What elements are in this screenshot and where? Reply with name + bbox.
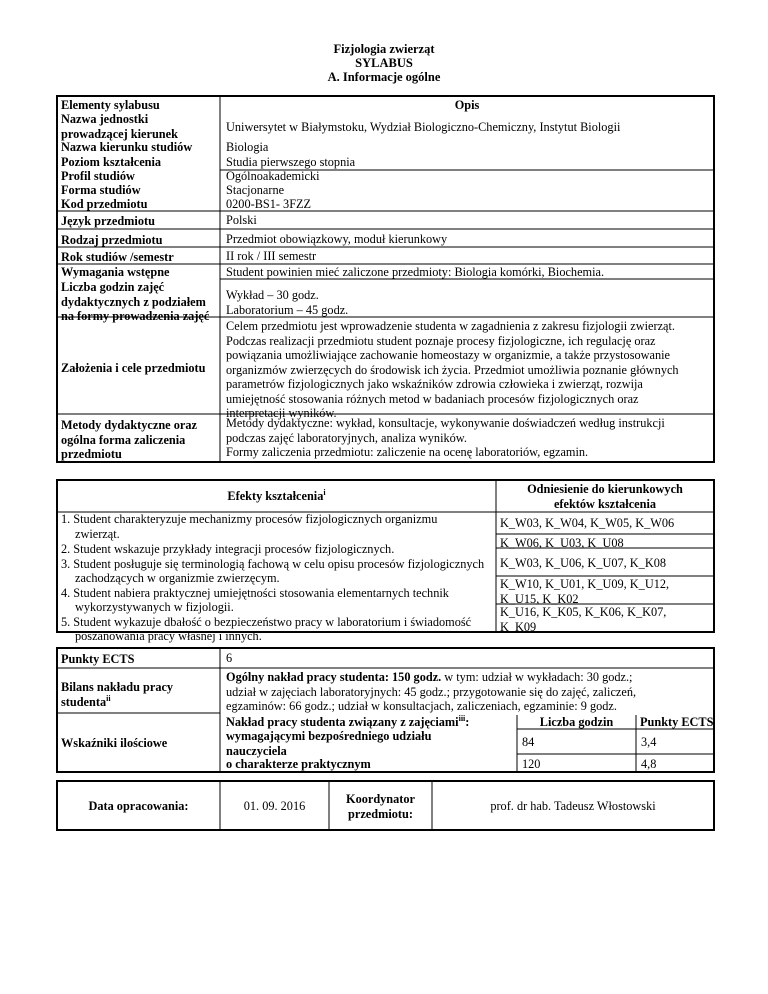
value-type: Przedmiot obowiązkowy, moduł kierunkowy <box>226 232 448 246</box>
label-code: Kod przedmiotu <box>61 197 148 211</box>
label-year: Rok studiów /semestr <box>61 250 174 264</box>
value-ects: 6 <box>226 651 233 665</box>
value-date: 01. 09. 2016 <box>243 799 306 813</box>
label-unit: Nazwa jednostki prowadzącej kierunek <box>61 112 178 141</box>
col-hours-header: Liczba godzin <box>539 715 614 729</box>
label-profile: Profil studiów <box>61 169 135 183</box>
value-workload: Ogólny nakład pracy studenta: 150 godz. w tym: udział w wykładach: 30 godz.; udział w zajęciach laboratoryjnych: 45 godz.; przygotowanie się do zajęć, zaliczeń, egzaminów: 66 godz.; udział w konsultacjach, zaliczeniach, egzaminie: 9 godz. <box>226 670 637 713</box>
value-form: Stacjonarne <box>226 183 285 197</box>
row-contact-label: wymagającymi bezpośredniego udziału nauczyciela <box>226 729 432 758</box>
reference-3: K_W03, K_U06, K_U07, K_K08 <box>500 556 666 570</box>
section-heading: A. Informacje ogólne <box>327 70 441 84</box>
document-title: Fizjologia zwierząt <box>333 42 435 56</box>
label-prerequisites: Wymagania wstępne <box>61 265 170 279</box>
row-practical-ects: 4,8 <box>641 757 657 771</box>
references-header: Odniesienie do kierunkowych efektów kształcenia <box>527 482 683 511</box>
label-indicators: Wskaźniki ilościowe <box>61 736 168 750</box>
col-header-description: Opis <box>454 98 480 112</box>
label-methods: Metody dydaktyczne oraz ogólna forma zaliczenia przedmiotu <box>61 418 197 461</box>
label-form: Forma studiów <box>61 183 141 197</box>
label-field: Nazwa kierunku studiów <box>61 140 193 154</box>
value-hours: Wykład – 30 godz. Laboratorium – 45 godz. <box>226 288 349 317</box>
value-objectives: Celem przedmiotu jest wprowadzenie studenta w zagadnienia z zakresu fizjologii zwierząt. Podczas realizacji przedmiotu student poznaje procesy fizjologiczne, ich regulację oraz powiązania umożliwiające zachowanie homeostazy w organizmie, a także przystosowanie organizmów zwierzęcych do środowisk ich życia. Przedmiot umożliwia poznanie głównych parametrów fizjologicznych jako wskaźników zdrowia człowieka i zwierząt, rozwija umiejętność stosowania różnych metod w badaniach procesów fizjologicznych oraz interpretacji wyników. <box>226 319 679 420</box>
value-field: Biologia <box>226 140 269 154</box>
value-coordinator: prof. dr hab. Tadeusz Włostowski <box>490 799 656 813</box>
list-item: 1. Student charakteryzuje mechanizmy procesów fizjologicznych organizmu zwierząt. <box>61 512 438 541</box>
label-level: Poziom kształcenia <box>61 155 162 169</box>
row-contact-hours: 84 <box>522 735 535 749</box>
label-objectives: Założenia i cele przedmiotu <box>61 361 206 375</box>
value-level: Studia pierwszego stopnia <box>226 155 356 169</box>
reference-5: K_U16, K_K05, K_K06, K_K07, K_K09 <box>500 605 667 634</box>
label-language: Język przedmiotu <box>61 214 155 228</box>
effects-header: Efekty kształcenia$^i$ <box>227 487 326 503</box>
col-ects-header: Punkty ECTS <box>640 715 714 729</box>
workload-head: Nakład pracy studenta związany z zajęciami$^{iii}$: <box>226 713 470 729</box>
label-ects: Punkty ECTS <box>61 652 135 666</box>
col-header-elements: Elementy sylabusu <box>61 98 160 112</box>
label-date: Data opracowania: <box>88 799 189 813</box>
label-hours: Liczba godzin zajęć dydaktycznych z podziałem na formy prowadzenia zajęć <box>61 280 210 323</box>
value-code: 0200-BS1- 3FZZ <box>226 197 312 211</box>
row-practical-hours: 120 <box>522 757 541 771</box>
label-type: Rodzaj przedmiotu <box>61 233 163 247</box>
reference-1: K_W03, K_W04, K_W05, K_W06 <box>500 516 675 530</box>
value-prerequisites: Student powinien mieć zaliczone przedmioty: Biologia komórki, Biochemia. <box>226 265 605 279</box>
value-methods: Metody dydaktyczne: wykład, konsultacje, wykonywanie doświadczeń według instrukcji podczas zajęć laboratoryjnych, analiza wyników. Formy zaliczenia przedmiotu: zaliczenie na ocenę laboratoriów, egzamin. <box>226 416 665 459</box>
row-contact-ects: 3,4 <box>641 735 657 749</box>
effects-list <box>61 512 491 644</box>
row-practical-label: o charakterze praktycznym <box>226 757 371 771</box>
list-item: 2. Student wskazuje przykłady integracji procesów fizjologicznych. <box>61 542 395 556</box>
list-item: 4. Student nabiera praktycznej umiejętności stosowania elementarnych technik wykorzystywanych w fizjologii. <box>61 585 449 614</box>
label-coordinator: Koordynator przedmiotu: <box>346 792 415 821</box>
value-year: II rok / III semestr <box>226 249 317 263</box>
reference-4: K_W10, K_U01, K_U09, K_U12, K_U15, K_K02 <box>500 577 670 606</box>
reference-2: K_W06, K_U03, K_U08 <box>500 536 624 550</box>
value-language: Polski <box>226 213 257 227</box>
value-unit: Uniwersytet w Białymstoku, Wydział Biologiczno-Chemiczny, Instytut Biologii <box>226 120 621 134</box>
list-item: 3. Student posługuje się terminologią fachową w celu opisu procesów fizjologicznych zachodzących w organizmie zwierzęcym. <box>61 556 485 585</box>
list-item: 5. Student wykazuje dbałość o bezpieczeństwo pracy w laboratorium i świadomość poszanowania pracy własnej i innych. <box>61 614 472 643</box>
document-subtitle: SYLABUS <box>355 56 413 70</box>
value-profile: Ogólnoakademicki <box>226 169 320 183</box>
label-workload: Bilans nakładu pracy studenta$^{ii}$ <box>61 680 174 709</box>
